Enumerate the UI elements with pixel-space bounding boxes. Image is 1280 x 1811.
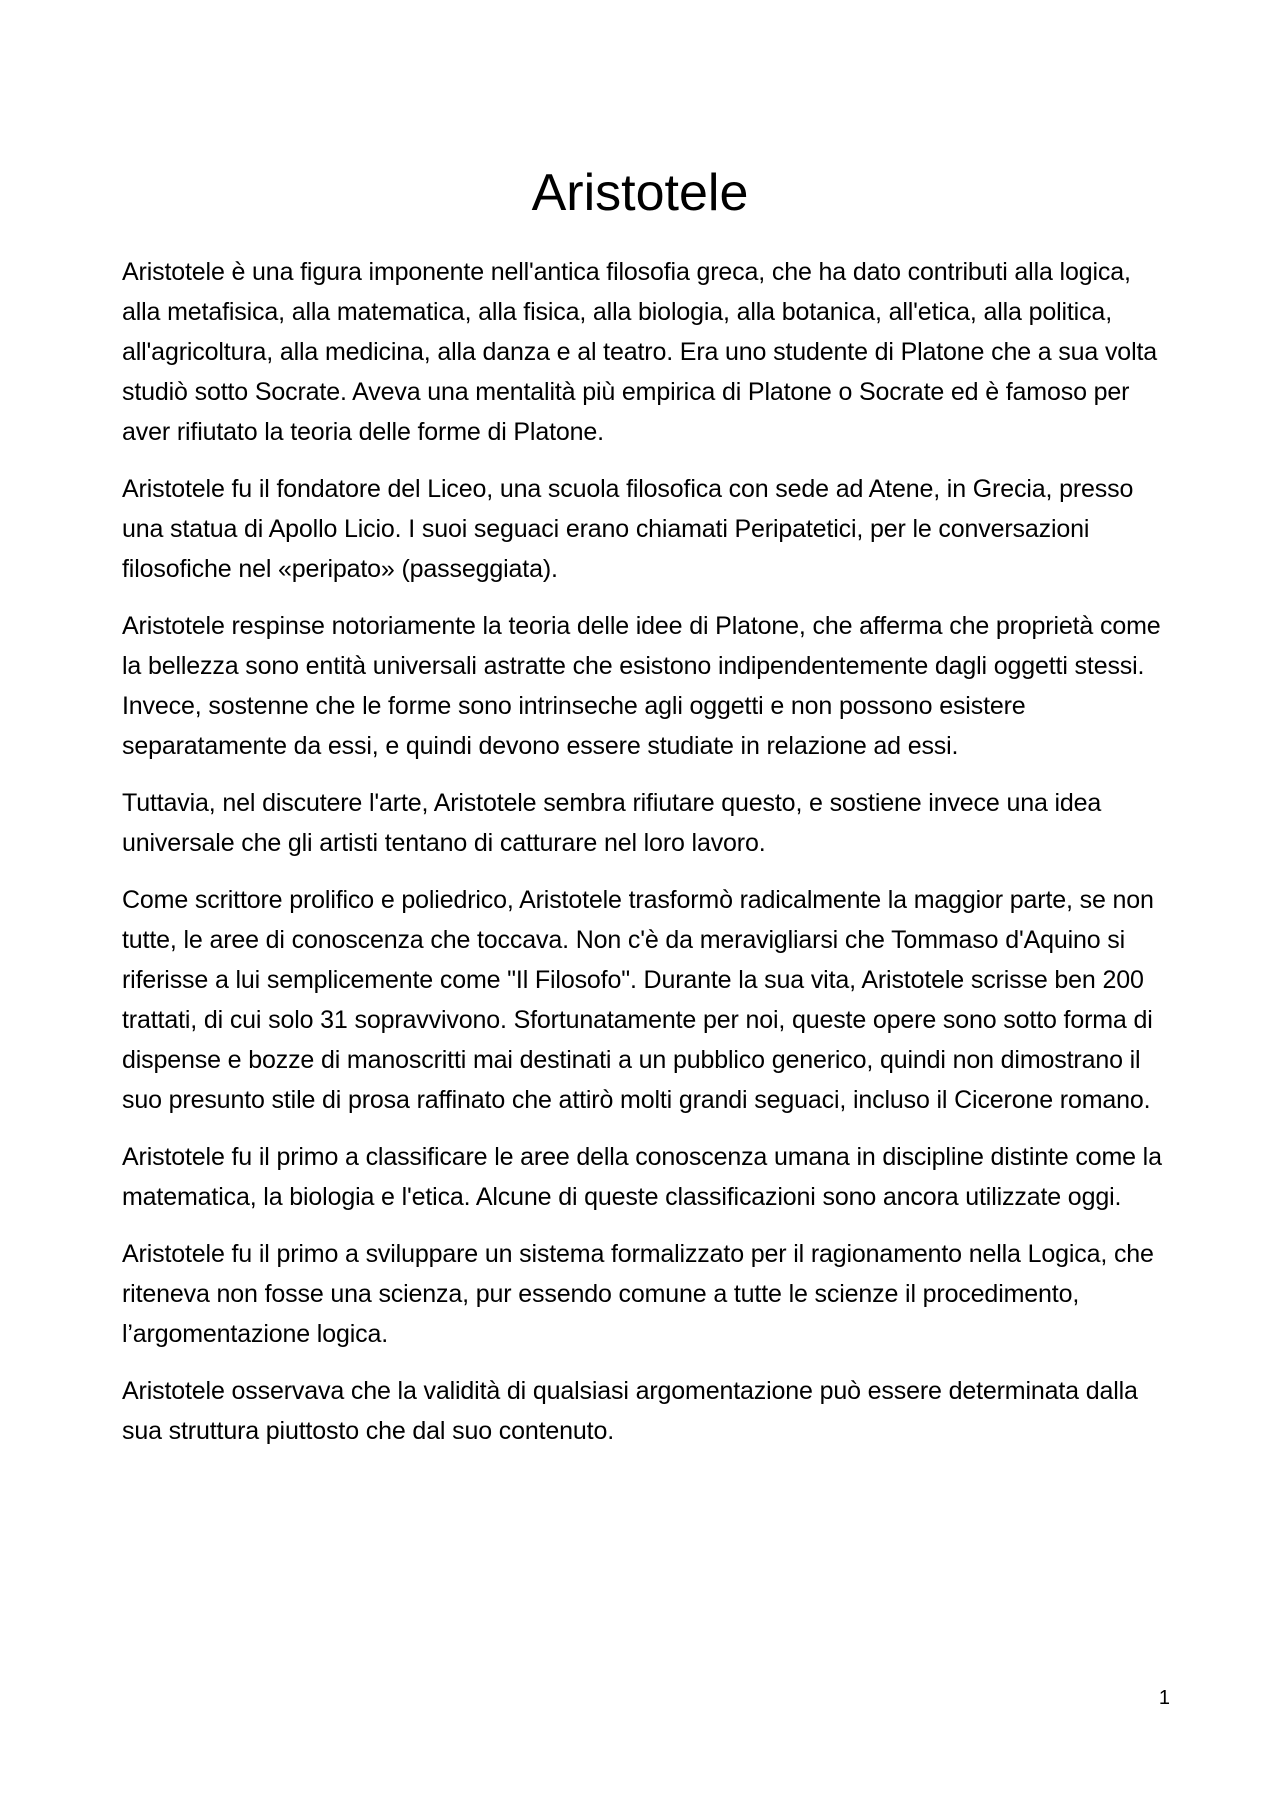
document-body: [122, 252, 1162, 1468]
paragraph-8: Aristotele osservava che la validità di qualsiasi argomentazione può essere determinata dalla sua struttura piuttosto che dal suo contenuto.: [122, 1377, 1138, 1445]
document-title: Aristotele: [531, 164, 749, 222]
paragraph-5: Come scrittore prolifico e poliedrico, Aristotele trasformò radicalmente la maggior parte, se non tutte, le aree di conoscenza che toccava. Non c'è da meravigliarsi che Tommaso d'Aquino si riferisse a lui semplicemente come "Il Filosofo". Durante la sua vita, Aristotele scrisse ben 200 trattati, di cui solo 31 sopravvivono. Sfortunatamente per noi, queste opere sono sotto forma di dispense e bozze di manoscritti mai destinati a un pubblico generico, quindi non dimostrano il suo presunto stile di prosa raffinato che attirò molti grandi seguaci, incluso il Cicerone romano.: [122, 886, 1154, 1114]
paragraph-6: Aristotele fu il primo a classificare le aree della conoscenza umana in discipline distinte come la matematica, la biologia e l'etica. Alcune di queste classificazioni sono ancora utilizzate oggi.: [122, 1143, 1162, 1211]
paragraph-2: Aristotele fu il fondatore del Liceo, una scuola filosofica con sede ad Atene, in Grecia, presso una statua di Apollo Licio. I suoi seguaci erano chiamati Peripatetici, per le conversazioni filosofiche nel «peripato» (passeggiata).: [122, 475, 1134, 583]
paragraph-7: Aristotele fu il primo a sviluppare un sistema formalizzato per il ragionamento nella Logica, che riteneva non fosse una scienza, pur essendo comune a tutte le scienze il procedimento, l’argomentazione logica.: [122, 1240, 1154, 1348]
paragraph-1: Aristotele è una figura imponente nell'antica filosofia greca, che ha dato contributi alla logica, alla metafisica, alla matematica, alla fisica, alla biologia, alla botanica, all'etica, alla politica, all'agricoltura, alla medicina, alla danza e al teatro. Era uno studente di Platone che a sua volta studiò sotto Socrate. Aveva una mentalità più empirica di Platone o Socrate ed è famoso per aver rifiutato la teoria delle forme di Platone.: [122, 258, 1158, 446]
paragraph-3: Aristotele respinse notoriamente la teoria delle idee di Platone, che afferma che proprietà come la bellezza sono entità universali astratte che esistono indipendentemente dagli oggetti stessi. Invece, sostenne che le forme sono intrinseche agli oggetti e non possono esistere separatamente da essi, e quindi devono essere studiate in relazione ad essi.: [122, 612, 1161, 760]
page-number: 1: [1158, 1687, 1170, 1709]
paragraph-4: Tuttavia, nel discutere l'arte, Aristotele sembra rifiutare questo, e sostiene invece una idea universale che gli artisti tentano di catturare nel loro lavoro.: [122, 789, 1102, 857]
